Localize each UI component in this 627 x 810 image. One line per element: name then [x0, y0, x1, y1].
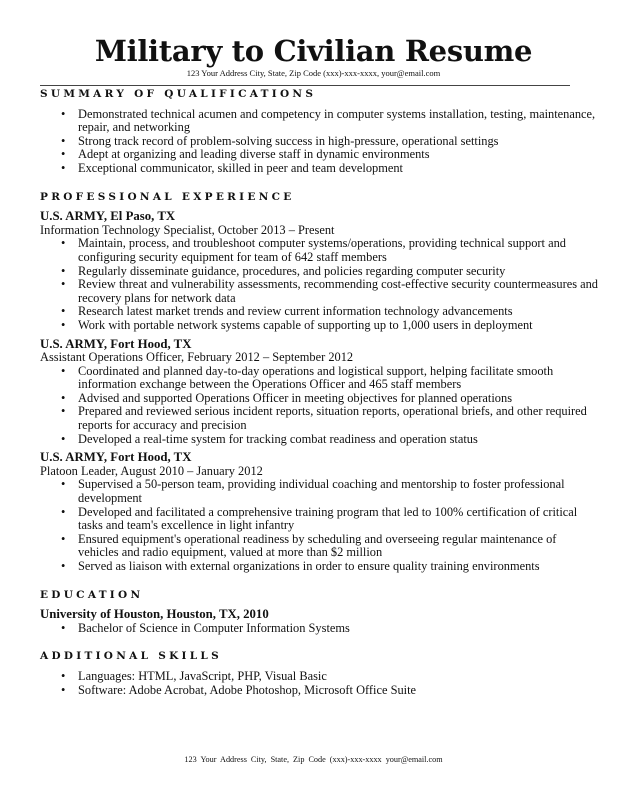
bullet-item: • Software: Adobe Acrobat, Adobe Photoshop, Microsoft Office Suite	[40, 684, 600, 698]
entry	[40, 338, 600, 447]
bullet-item: • Supervised a 50-person team, providing individual coaching and mentorship to foster professional development	[40, 478, 600, 505]
resume-body	[40, 88, 600, 697]
bullet-item: • Served as liaison with external organizations in order to ensure quality training environments	[40, 560, 600, 574]
section-heading: EDUCATION	[40, 588, 144, 601]
entry	[40, 608, 600, 635]
entry	[40, 210, 600, 332]
bullet-item: • Advised and supported Operations Officer in meeting objectives for planned operations	[40, 392, 600, 406]
resume-title: Military to Civilian Resume	[94, 34, 533, 68]
bullet-item: • Developed and facilitated a comprehensive training program that led to 100% certification of critical tasks and team's excellence in light infantry	[40, 506, 600, 533]
bullet-item: • Ensured equipment's operational readiness by scheduling and overseeing regular maintenance of vehicles and radio equipment, valued at more than $2 million	[40, 533, 600, 560]
bullet-item: • Work with portable network systems capable of supporting up to 1,000 users in deployment	[40, 319, 600, 333]
bullet-item: • Adept at organizing and leading diverse staff in dynamic environments	[40, 148, 600, 162]
bullet-item: • Strong track record of problem-solving success in high-pressure, operational settings	[40, 135, 600, 149]
entry-role: Assistant Operations Officer, February 2012 – September 2012	[40, 350, 354, 365]
section-summary-of-qualifications	[40, 88, 600, 176]
section-additional-skills	[40, 650, 600, 697]
entry-organization: U.S. ARMY, Fort Hood, TX	[40, 336, 192, 351]
bullet-list	[40, 365, 600, 447]
section-education	[40, 589, 600, 636]
entry-role: Information Technology Specialist, October 2013 – Present	[40, 222, 335, 237]
section-heading: PROFESSIONAL EXPERIENCE	[40, 190, 295, 203]
header-divider	[40, 85, 570, 86]
entry-organization: U.S. ARMY, El Paso, TX	[40, 209, 176, 224]
contact-line: 123 Your Address City, State, Zip Code (xxx)-xxx-xxxx, your@email.com	[186, 68, 441, 78]
section-heading: SUMMARY OF QUALIFICATIONS	[40, 88, 317, 100]
bullet-item: • Prepared and reviewed serious incident reports, situation reports, operational briefs, and other required reports for accuracy and precision	[40, 405, 600, 432]
bullet-item: • Languages: HTML, JavaScript, PHP, Visual Basic	[40, 670, 600, 684]
bullet-list	[40, 478, 600, 573]
entry-organization: U.S. ARMY, Fort Hood, TX	[40, 450, 192, 465]
bullet-item: • Maintain, process, and troubleshoot computer systems/operations, providing technical support and configuring security equipment for team of 642 staff members	[40, 237, 600, 264]
entry-role: Platoon Leader, August 2010 – January 2012	[40, 463, 263, 478]
section-professional-experience	[40, 191, 600, 574]
footer-contact: 123 Your Address City, State, Zip Code (xxx)-xxx-xxxx your@email.com	[184, 755, 443, 764]
section-heading: ADDITIONAL SKILLS	[40, 650, 222, 663]
bullet-item: • Review threat and vulnerability assessments, recommending cost-effective security countermeasures and recovery plans for network data	[40, 278, 600, 305]
bullet-item: • Regularly disseminate guidance, procedures, and policies regarding computer security	[40, 265, 600, 279]
bullet-item: • Exceptional communicator, skilled in peer and team development	[40, 162, 600, 176]
entry-organization: University of Houston, Houston, TX, 2010	[40, 607, 269, 622]
bullet-list	[40, 670, 600, 697]
entry	[40, 451, 600, 573]
bullet-list	[40, 622, 600, 636]
bullet-item: • Bachelor of Science in Computer Information Systems	[40, 622, 600, 636]
bullet-list	[40, 108, 600, 176]
bullet-item: • Demonstrated technical acumen and competency in computer systems installation, testing, maintenance, repair, and networking	[40, 108, 600, 135]
bullet-item: • Coordinated and planned day-to-day operations and logistical support, helping facilitate smooth information exchange between the Operations Officer and 465 staff members	[40, 365, 600, 392]
bullet-item: • Developed a real-time system for tracking combat readiness and operation status	[40, 433, 600, 447]
bullet-item: • Research latest market trends and review current information technology advancements	[40, 305, 600, 319]
bullet-list	[40, 237, 600, 332]
